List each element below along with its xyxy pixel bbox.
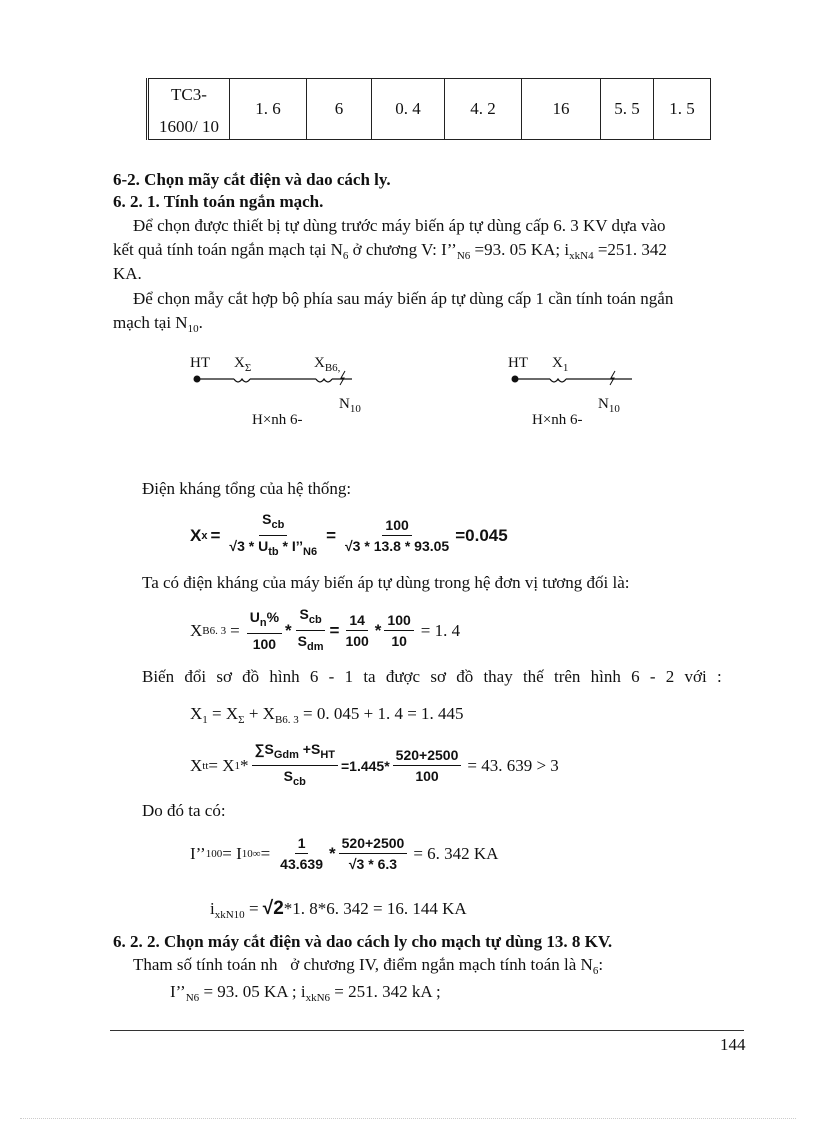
circuit-line-icon (508, 370, 638, 390)
formula-intro: Biến đổi sơ đồ hình 6 - 1 ta được sơ đồ thay thế trên hình 6 - 2 với : (142, 667, 722, 686)
circuit-line-icon (190, 370, 360, 390)
table-cell: 5. 5 (601, 79, 654, 140)
paragraph-line: Tham số tính toán nh ở chương IV, điểm ngắn mạch tính toán là $N_6$: (133, 955, 604, 977)
spec-table (146, 78, 711, 140)
subsection-heading: 6. 2. 1. Tính toán ngắn mạch. (113, 192, 324, 211)
section-heading: 6-2. Chọn mãy cắt điện và dao cách ly. (113, 170, 391, 189)
page-edge (20, 1118, 796, 1119)
paragraph-line: $I’’_{N6} = 93$. 05 KA ; $i_{xkN6} = 251$. 342 kA ; (170, 982, 441, 1004)
figure-caption: H×nh 6- (252, 412, 303, 428)
page-number: 144 (720, 1035, 746, 1054)
table-cell: 16 (522, 79, 601, 140)
footer-rule (110, 1030, 744, 1031)
table-cell: 1. 6 (230, 79, 307, 140)
paragraph-line: Để chọn được thiết bị tự dùng trước máy biến áp tự dùng cấp 6. 3 KV dựa vào (133, 216, 666, 235)
formula-transformer-reactance: X B6. 3 = $\frac{U_n\%}{100}$ * $\frac{S_{cb}}{S_{dm}}$ = $\frac{14}{100}$ * $\frac{100}{10}$ = 1. 4 (190, 606, 461, 653)
formula-x1: $X_1 = X_\Sigma + X_{B6. 3} = 0$. 045 + 1. 4 = 1. 445 (190, 704, 464, 726)
table-row (148, 79, 711, 140)
formula-system-reactance: X x = $\frac{S_{cb}}{√3 * U_{tb} * I’’_{N6}}$ = $\frac{100}{√3 * 13.8 * 93.05}$ =0.045 (190, 511, 508, 558)
fault-point-label: $N_{10}$ (339, 396, 361, 415)
reactance-label: $X_1$ (552, 355, 569, 374)
subsection-heading: 6. 2. 2. Chọn máy cắt điện và dao cách ly cho mạch tự dùng 13. 8 KV. (113, 932, 613, 951)
formula-surge-current: $i_{xkN10} = √2*1$. 8*6. 342 = 16. 144 KA (210, 898, 467, 921)
formula-intro: Ta có điện kháng của máy biến áp tự dùng trong hệ đơn vị tương đối là: (142, 573, 630, 592)
paragraph-line: KA. (113, 264, 142, 283)
ht-label: HT (508, 355, 528, 371)
paragraph-line: Để chọn mẫy cắt hợp bộ phía sau máy biến áp tự dùng cấp 1 cần tính toán ngắn (133, 289, 674, 308)
figure-caption: H×nh 6- (532, 412, 583, 428)
formula-xtt: X tt = X 1 * $\frac{\sum S_{Gdm} +S_{HT}}{S_{cb}}$ =1.445* $\frac{520+2500}{100}$ = 43. 639 > 3 (190, 741, 559, 788)
formula-intro: Do đó ta có: (142, 801, 226, 820)
table-cell: 0. 4 (372, 79, 445, 140)
paragraph-line: mạch tại $N_{10}$. (113, 313, 203, 335)
paragraph-line: kết quả tính toán ngắn mạch tại $N_6$ ở chương V: $I’’_{N6} =93$. 05 KA; $i_{xkN4} =251$. 342 (113, 240, 667, 262)
fault-point-label: $N_{10}$ (598, 396, 620, 415)
formula-current: I’’ 100 = I 10∞ = $\frac{1}{43.639}$ * $\frac{520+2500}{√3 * 6.3}$ = 6. 342 KA (190, 835, 499, 872)
table-cell: 4. 2 (445, 79, 522, 140)
table-cell-type: TC3- 1600/ 10 (148, 79, 230, 140)
reactance-label: $X_{B6,}$ (314, 355, 341, 374)
table-cell: 6 (307, 79, 372, 140)
table-cell: 1. 5 (654, 79, 711, 140)
ht-label: HT (190, 355, 210, 371)
reactance-label: $X_\Sigma$ (234, 355, 252, 374)
formula-intro: Điện kháng tổng của hệ thống: (142, 479, 352, 498)
